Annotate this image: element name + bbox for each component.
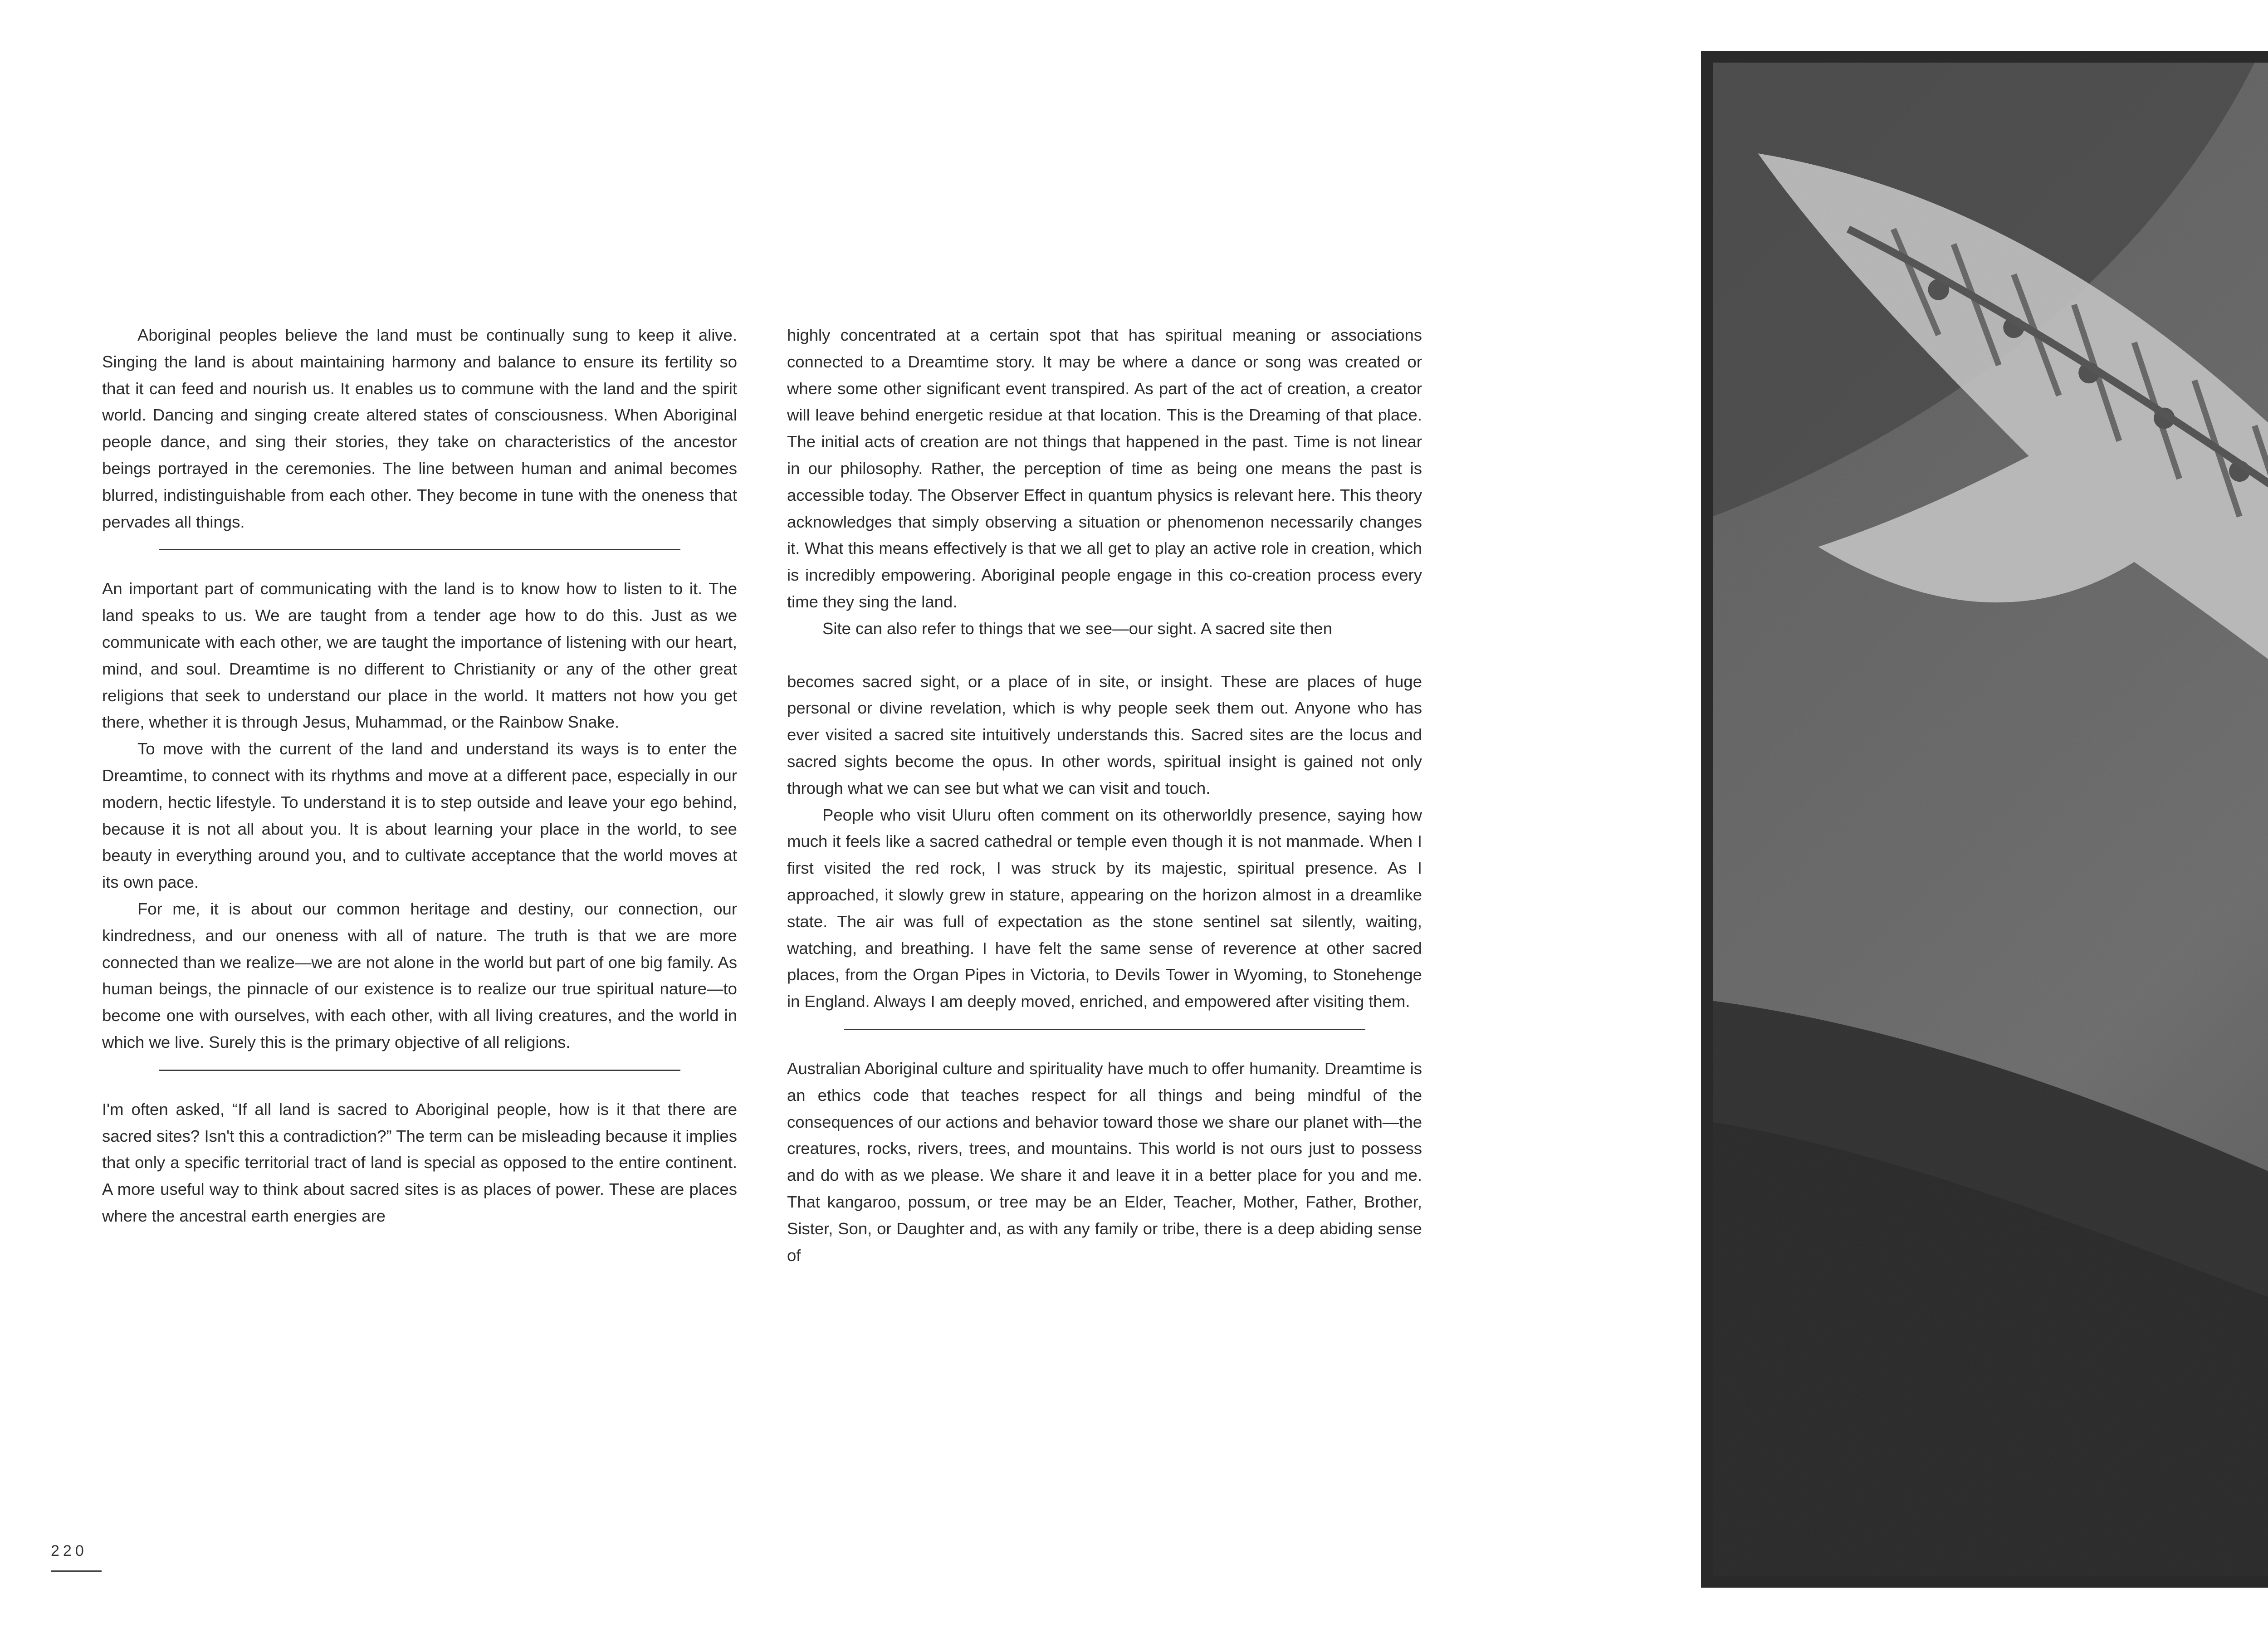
paragraph: For me, it is about our common heritage and destiny, our connection, our kindredness, and our oneness with all of nature. The truth is that we are more connected than we realize—we are not alone in the world but part of one big family. As human beings, the pinnacle of our existence is to realize our true spiritual nature—to become one with ourselves, with each other, with all living creatures, and the world in which we live. Surely this is the primary objective of all religions. [102, 899, 737, 1051]
paragraph-gap [787, 642, 1422, 669]
paragraph: To move with the current of the land and understand its ways is to enter the Dreamtime, to connect with its rhythms and move at a different pace, especially in our modern, hectic lifestyle. To understand it is to step outside and leave your ego behind, because it is not all about you. It is about learning your place in the world, to see beauty in everything around you, and to cultivate acceptance that the world moves at its own pace. [102, 739, 737, 892]
rock-art-illustration [1713, 63, 2268, 1576]
page-number: 220 [51, 1542, 88, 1560]
section-divider [159, 1070, 680, 1071]
paragraph: Aboriginal peoples believe the land must be continually sung to keep it alive. Singing the land is about maintaining harmony and balance to ensure its fertility so that it can feed and nourish us. It enables us to commune with the land and the spirit world. Dancing and singing create altered states of consciousness. When Aboriginal people dance, and sing their stories, they take on characteristics of the ancestor beings portrayed in the ceremonies. The line between human and animal becomes blurred, indistinguishable from each other. They become in tune with the oneness that pervades all things. [102, 326, 737, 531]
paragraph: Site can also refer to things that we see—our sight. A sacred site then [822, 619, 1333, 638]
paragraph: I'm often asked, “If all land is sacred to Aboriginal people, how is it that there are sacred sites? Isn't this a contradiction?” The term can be misleading because it implies that only a specific territorial tract of land is special as opposed to the entire continent. A more useful way to think about sacred sites is as places of power. These are places where the ancestral earth energies are [102, 1100, 737, 1225]
right-text-column [787, 322, 1422, 1269]
paragraph: becomes sacred sight, or a place of in site, or insight. These are places of huge personal or divine revelation, which is why people seek them out. Anyone who has ever visited a sacred site intuitively understands this. Sacred sites are the locus and sacred sights become the opus. In other words, spiritual insight is gained not only through what we can see but what we can visit and touch. [787, 672, 1422, 797]
paragraph: An important part of communicating with the land is to know how to listen to it. The land speaks to us. We are taught from a tender age how to do this. Just as we communicate with each other, we are taught the importance of listening with our heart, mind, and soul. Dreamtime is no different to Christianity or any of the other great religions that seek to understand our place in the world. It matters not how you get there, whether it is through Jesus, Muhammad, or the Rainbow Snake. [102, 579, 737, 732]
paragraph: highly concentrated at a certain spot that has spiritual meaning or associations connected to a Dreamtime story. It may be where a dance or song was created or where some other significant event transpired. As part of the act of creation, a creator will leave behind energetic residue at that location. This is the Dreaming of that place. The initial acts of creation are not things that happened in the past. Time is not linear in our philosophy. Rather, the perception of time as being one means the past is accessible today. The Observer Effect in quantum physics is relevant here. This theory acknowledges that simply observing a situation or phenomenon necessarily changes it. What this means effectively is that we all get to play an active role in creation, which is incredibly empowering. Aboriginal people engage in this co-creation process every time they sing the land. [787, 326, 1422, 611]
film-grain [1713, 63, 2268, 1576]
rock-art-photograph [1713, 63, 2268, 1576]
section-divider [844, 1029, 1365, 1030]
paragraph: People who visit Uluru often comment on its otherworldly presence, saying how much it feels like a sacred cathedral or temple even though it is not manmade. When I first visited the red rock, I was struck by its majestic, spiritual presence. As I approached, it slowly grew in stature, appearing on the horizon almost in a dreamlike state. The air was full of expectation as the stone sentinel sat silently, waiting, watching, and breathing. I have felt the same sense of reverence at other sacred places, from the Organ Pipes in Victoria, to Devils Tower in Wyoming, to Stonehenge in England. Always I am deeply moved, enriched, and empowered after visiting them. [787, 805, 1422, 1011]
left-text-column [102, 322, 737, 1230]
photo-frame [1701, 51, 2268, 1588]
section-divider [159, 549, 680, 550]
paragraph: Australian Aboriginal culture and spirituality have much to offer humanity. Dreamtime is an ethics code that teaches respect for all things and being mindful of the consequences of our actions and behavior toward those we share our planet with—the creatures, rocks, rivers, trees, and mountains. This world is not ours just to possess and do with as we please. We share it and leave it in a better place for you and me. That kangaroo, possum, or tree may be an Elder, Teacher, Mother, Father, Brother, Sister, Son, or Daughter and, as with any family or tribe, there is a deep abiding sense of [787, 1059, 1422, 1265]
page-number-rule [51, 1570, 102, 1572]
